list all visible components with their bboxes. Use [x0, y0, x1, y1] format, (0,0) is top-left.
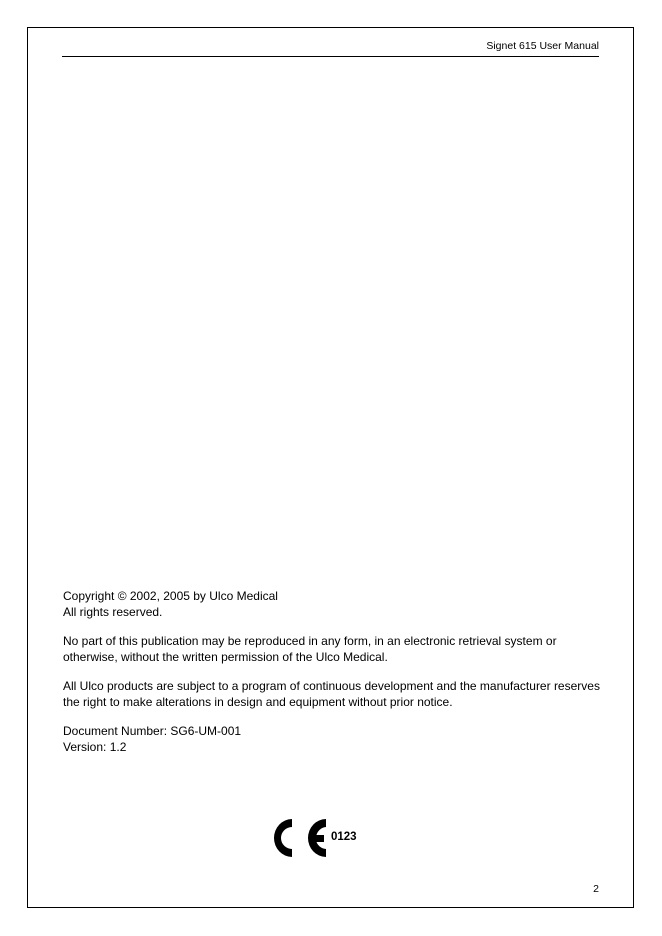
ce-letter-e — [308, 819, 326, 857]
page-border — [27, 27, 634, 908]
copyright-notice-block — [63, 589, 603, 769]
rights-reserved-line: All rights reserved. — [63, 604, 163, 619]
reproduction-notice: No part of this publication may be reproduced in any form, in an electronic retrieval system or otherwise, without the written permission of the Ulco Medical. — [63, 634, 557, 664]
header-divider — [62, 56, 599, 57]
running-header: Signet 615 User Manual — [486, 40, 599, 52]
page-number: 2 — [593, 883, 599, 895]
ce-letter-c — [274, 819, 292, 857]
development-notice: All Ulco products are subject to a program of continuous development and the manufacturer reserves the right to make alterations in design and equipment without prior notice. — [63, 679, 600, 709]
ce-mark-logo — [272, 815, 368, 861]
document-number: Document Number: SG6-UM-001 — [63, 724, 242, 738]
copyright-paragraph — [63, 589, 603, 620]
ce-notified-body-number: 0123 — [331, 831, 357, 843]
copyright-line: Copyright © 2002, 2005 by Ulco Medical — [63, 589, 278, 603]
document-version: Version: 1.2 — [63, 739, 127, 754]
document-info — [63, 724, 603, 755]
